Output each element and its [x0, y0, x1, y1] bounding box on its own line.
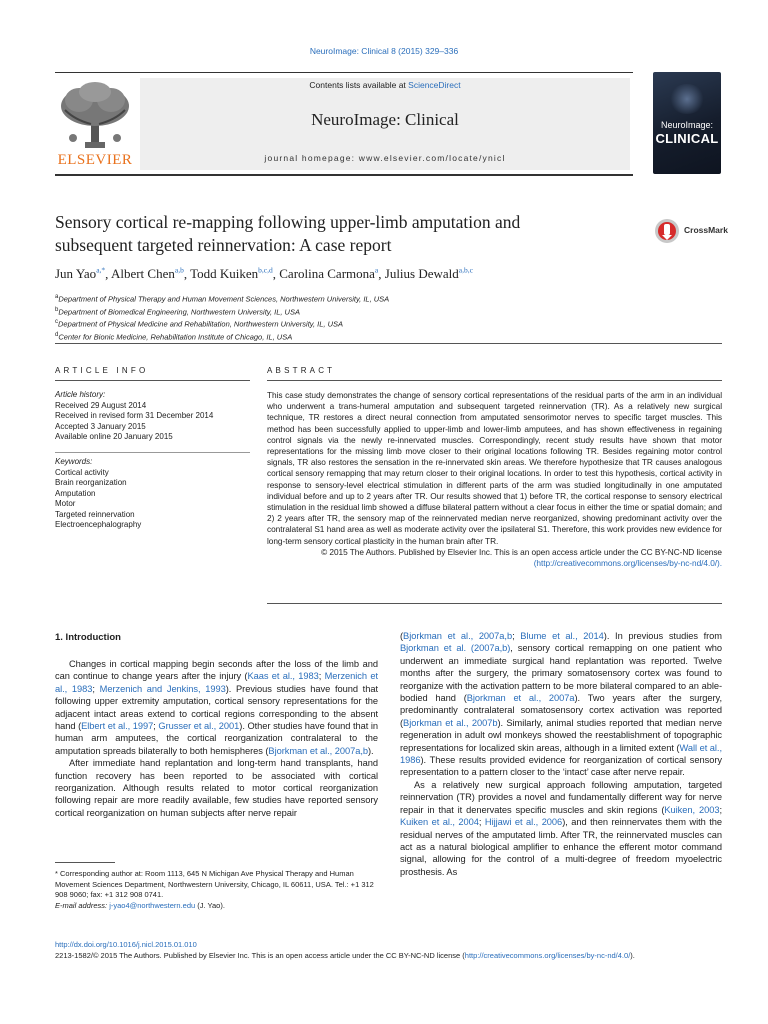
affiliations: [55, 292, 735, 342]
text-run: ;: [719, 804, 722, 815]
keyword: Motor: [55, 499, 76, 508]
article-history: Article history: Received 29 August 2014 Received in revised form 31 December 2014 Accepted 3 January 2015 Available online 20 January 2015: [55, 390, 214, 441]
author[interactable]: Julius Dewald$^{a,b,c}$: [384, 266, 473, 282]
citation-link[interactable]: Bjorkman et al., 2007a: [466, 693, 575, 704]
text-run: (: [400, 631, 404, 641]
paragraph: [55, 757, 378, 819]
author[interactable]: Jun Yao$^{a,*}$: [55, 266, 106, 282]
paragraph: [55, 658, 378, 757]
text-run: As a relatively new surgical approach following amputation, targeted reinnervation (TR) provides a novel and fundamentally different way for nerve repair in that it denervates specific muscles and skin regions (: [400, 779, 722, 815]
text-run: ), and then reinnervates them with the residual nerves of the amputated limb. After TR, the reinnervated muscles can act as a natural biological amplifier to enhance the efferent motor command signal, allowing for the control of a multi-degree of freedom myoelectric prosthesis. As: [400, 817, 722, 877]
citation-link[interactable]: Bjorkman et al., 2007a,b: [403, 631, 513, 641]
article-info-heading: ARTICLE INFO: [55, 366, 149, 375]
page-footer: http://dx.doi.org/10.1016/j.nicl.2015.01.010 2213-1582/© 2015 The Authors. Published by Elsevier Inc. This is an open access article under the CC BY-NC-ND license (http://creativecommons.org/licenses/by-nc-nd/4.0/).: [55, 940, 735, 961]
journal-reference[interactable]: NeuroImage: Clinical 8 (2015) 329–336: [309, 46, 459, 56]
keywords-rule: [55, 452, 250, 453]
citation-link[interactable]: Wall et al., 1986: [400, 742, 722, 766]
text-run: ;: [318, 671, 325, 682]
text-run: ). Similarly, animal studies reported that median nerve regeneration in adult owl monkeys showed the reestablishment of topographic representations for localized skin areas, although in a limited extent (: [400, 717, 722, 753]
citation-link[interactable]: Kuiken, 2003: [664, 804, 720, 815]
citation-link[interactable]: Kuiken et al., 2004: [400, 817, 479, 828]
text-run: ). These results provided evidence for reorganization of cortical sensory representation to a pattern closer to the ‘intact’ case after nerve repair.: [400, 755, 722, 778]
author[interactable]: Todd Kuiken$^{b,c,d}$: [190, 266, 273, 282]
doi-link[interactable]: http://dx.doi.org/10.1016/j.nicl.2015.01.010: [55, 940, 197, 949]
abstract-body: This case study demonstrates the change of sensory cortical representations of the residual parts of the arm in an individual who underwent a trans-humeral amputation and subsequent targeted reinnervation (TR). As a relatively new surgical technique, TR restores a direct neural connection from amputated sensorimotor nerves to specific target muscles. This method has been successfully applied to upper-limb and lower-limb amputees, and has shown effectiveness in regaining control signals via the newly re-innervated muscles. Correspondingly, recent study results have shown that motor representations for the missing limb move closer to their original locations following TR. Besides regaining motor control signals, TR also restores the sensation in the re-innervated skin areas. We therefore hypothesize that TR causes analogous cortical sensory remapping that may return closer to their original locations. In order to test this hypothesis, cortical activity in response to sensory-level electrical stimulation in different parts of the arm was studied longitudinally in one amputated individual before and up to 2 years after TR. Our results showed that 1) before TR, the cortical response to sensory electrical stimulation in the residual limb showed a diffuse bilateral pattern without a clear focus in either the time or spatial domain; and 2) 2 years after TR, the sensory map of the reinnervated median nerve reorganized, showing predominant activity over the contralateral S1 hand area as well as moderate activity over the ipsilateral S1. Therefore, this work provides new evidence for long-term sensory cortical plasticity in the human brain after TR. © 2015 The Authors. Published by Elsevier Inc. This is an open access article under the CC BY-NC-ND license (http://creativecommons.org/licenses/by-nc-nd/4.0/).: [267, 390, 722, 569]
text-run: ). Previous studies have found that following upper extremity amputation, cortical sensory representations for the adjacent intact areas extend to cortical regions corresponding to the absent hand (: [55, 683, 378, 732]
journal-title: NeuroImage: Clinical: [311, 110, 459, 129]
sciencedirect-link[interactable]: ScienceDirect: [408, 80, 461, 90]
journal-cover-image: [653, 72, 721, 174]
affiliation: $^d$Center for Bionic Medicine, Rehabilitation Institute of Chicago, IL, USA: [55, 331, 293, 341]
keyword: Brain reorganization: [55, 478, 127, 487]
section-separator: [55, 343, 722, 344]
license-link[interactable]: (http://creativecommons.org/licenses/by-nc-nd/4.0/).: [533, 558, 722, 569]
keywords: Keywords: Cortical activity Brain reorganization Amputation Motor Targeted reinnervation Electroencephalography: [55, 457, 250, 531]
citation-link[interactable]: Merzenich and Jenkins, 1993: [99, 683, 226, 694]
text-run: ;: [512, 631, 521, 641]
header-rule-top: [55, 72, 633, 73]
affiliation: $^c$Department of Physical Medicine and Rehabilitation, Northwestern University, IL, USA: [55, 319, 343, 329]
corresponding-footnote: * Corresponding author at: Room 1113, 645 N Michigan Ave Physical Therapy and Human Movement Sciences Department, Northwestern University, Chicago, IL 60611, USA. Tel.: +1 312 908 9060; fax: +1 312 908 0741. E-mail address: j-yao4@northwestern.edu (J. Yao).: [55, 869, 374, 910]
cover-title-line1: NeuroImage:: [660, 120, 714, 130]
author[interactable]: Albert Chen$^{a,b}$: [110, 266, 184, 282]
abstract-bottom-rule: [267, 603, 722, 604]
affiliation: $^a$Department of Physical Therapy and Human Movement Sciences, Northwestern University, IL, USA: [55, 294, 390, 304]
crossmark-label: CrossMark: [684, 225, 728, 235]
citation-link[interactable]: Bjorkman et al. (2007a,b): [400, 643, 511, 654]
journal-homepage[interactable]: journal homepage: www.elsevier.com/locate/ynicl: [264, 153, 506, 163]
keyword: Targeted reinnervation: [55, 509, 135, 519]
citation-link[interactable]: Blume et al., 2014: [520, 631, 604, 641]
abstract-heading: ABSTRACT: [267, 366, 336, 375]
body-column-right: [400, 630, 722, 878]
text-run: ). Other studies have found that in human arm amputees, the cortical reorganization contralateral to the amputation spreads bilaterally to both hemispheres (: [55, 721, 378, 756]
crossmark-badge[interactable]: [654, 218, 744, 244]
text-run: After immediate hand replantation and long-term hand transplants, hand function recovery has been reported to be associated with cortical reorganization. Although results related to motor cortical reorganization following repair are more readily available, few studies have reported sensory cortical reorganization on human subjects after nerve repair: [55, 758, 378, 818]
text-run: ). Two years after the surgery, predominantly contralateral somatosensory cortex activation was reported (: [400, 693, 722, 728]
abstract-rule: [267, 380, 722, 381]
text-run: ;: [92, 683, 100, 694]
keyword: Electroencephalography: [55, 520, 142, 529]
email-link[interactable]: j-yao4@northwestern.edu: [109, 900, 196, 910]
cover-title-line2: CLINICAL: [655, 131, 719, 146]
citation-link[interactable]: Grusser et al., 2001: [158, 721, 240, 732]
elsevier-wordmark: ELSEVIER: [57, 152, 133, 168]
crossmark-icon: [654, 218, 680, 244]
citation-link[interactable]: Merzenich et al., 1983: [55, 671, 378, 694]
cover-glow: [669, 84, 705, 114]
header-rule-bottom: [55, 174, 633, 176]
corresponding-author-star[interactable]: *: [101, 266, 106, 275]
citation-link[interactable]: Elbert et al., 1997: [81, 721, 154, 732]
author[interactable]: Carolina Carmona$^a$: [279, 266, 379, 282]
article-title: Sensory cortical re-mapping following upper-limb amputation and subsequent targeted reinnervation: A case report: [55, 212, 521, 255]
paragraph: [400, 630, 722, 779]
text-run: Changes in cortical mapping begin seconds after the loss of the limb and can continue to change years after the injury (: [55, 659, 378, 682]
text-run: , sensory cortical remapping on one patient who underwent an immediate surgical hand replantation was reported. Twelve months after the surgery, the primary somatosensory cortex was found to reorganize with the activation pattern to be more bilateral compared to an able-bodied hand (: [400, 643, 722, 704]
citation-link[interactable]: Kaas et al., 1983: [247, 671, 319, 682]
keyword: Amputation: [55, 488, 96, 498]
citation-link[interactable]: Bjorkman et al., 2007b: [403, 717, 498, 728]
contents-available: Contents lists available at ScienceDirect: [309, 80, 461, 90]
text-run: ). In previous studies from: [603, 631, 722, 641]
text-run: ;: [478, 817, 485, 828]
article-info-rule: [55, 380, 250, 381]
keyword: Cortical activity: [55, 467, 109, 477]
introduction-heading: 1. Introduction: [55, 632, 121, 643]
footer-license-link[interactable]: http://creativecommons.org/licenses/by-nc-nd/4.0/: [464, 950, 631, 960]
text-run: ;: [153, 721, 159, 732]
text-run: ).: [368, 745, 374, 756]
citation-link[interactable]: Bjorkman et al., 2007a,b: [268, 745, 368, 756]
author-list: Jun Yao$^{a,*}$, Albert Chen$^{a,b}$, Todd Kuiken$^{b,c,d}$, Carolina Carmona$^a$, Julius Dewald$^{a,b,c}$: [55, 266, 473, 282]
citation-link[interactable]: Hijjawi et al., 2006: [484, 817, 563, 828]
footnote-rule: [55, 862, 115, 863]
body-column-left: [55, 658, 378, 819]
affiliation: $^b$Department of Biomedical Engineering, Northwestern University, IL, USA: [55, 306, 300, 316]
paragraph: [400, 779, 722, 878]
abstract-copyright: © 2015 The Authors. Published by Elsevier Inc. This is an open access article under the CC BY-NC-ND license (http://creativecommons.org/licenses/by-nc-nd/4.0/).: [321, 546, 722, 569]
